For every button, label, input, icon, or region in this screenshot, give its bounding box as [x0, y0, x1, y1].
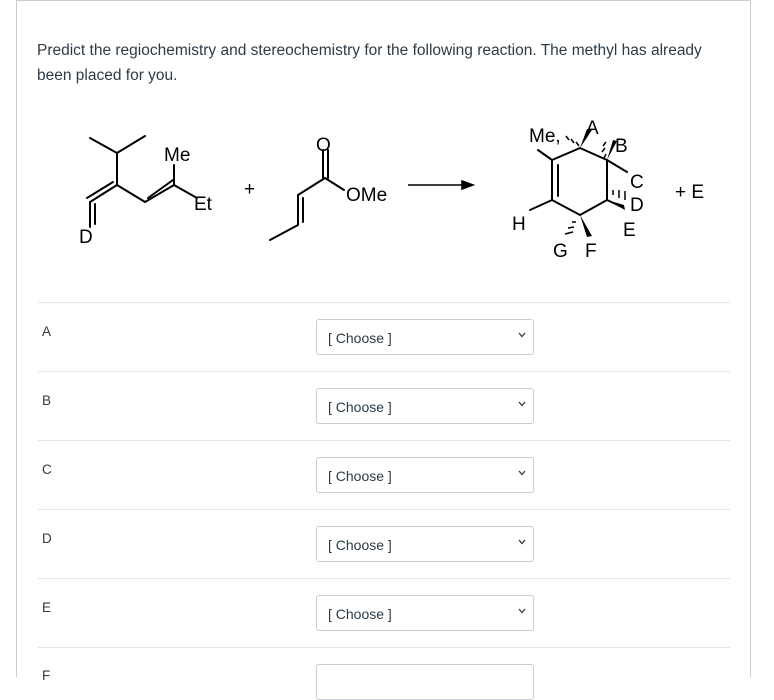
- answer-row-d: [38, 509, 730, 578]
- answer-select-b[interactable]: [316, 388, 534, 424]
- answer-label: A: [42, 324, 52, 339]
- answer-row-a: [38, 302, 730, 371]
- select-value: [ Choose ]: [328, 468, 392, 484]
- answer-label: C: [42, 462, 52, 477]
- dienophile-ome-label: OMe: [346, 185, 388, 206]
- product-me-label: Me,: [529, 126, 561, 147]
- product-e-label: E: [623, 220, 636, 241]
- answer-row-c: [38, 440, 730, 509]
- answer-label: B: [42, 393, 52, 408]
- product-c-label: C: [630, 172, 644, 193]
- chevron-down-icon: [517, 468, 527, 478]
- diene-et-label: Et: [194, 194, 212, 215]
- product-d-label: D: [630, 195, 644, 216]
- chevron-down-icon: [517, 330, 527, 340]
- select-value: [ Choose ]: [328, 537, 392, 553]
- diene-me-label: Me: [164, 145, 191, 166]
- plus-sign: +: [244, 179, 256, 200]
- answer-label: E: [42, 600, 52, 615]
- chevron-down-icon: [517, 537, 527, 547]
- dienophile-o-label: O: [316, 135, 331, 156]
- chevron-down-icon: [517, 606, 527, 616]
- answer-select-f[interactable]: [316, 664, 534, 700]
- select-value: [ Choose ]: [328, 330, 392, 346]
- answer-label: F: [42, 668, 51, 683]
- product-h-label: H: [512, 214, 526, 235]
- select-value: [ Choose ]: [328, 606, 392, 622]
- plus-e-label: + E: [675, 182, 705, 203]
- answer-select-d[interactable]: [316, 526, 534, 562]
- answer-label: D: [42, 531, 52, 546]
- product-b-label: B: [615, 136, 628, 157]
- answer-select-c[interactable]: [316, 457, 534, 493]
- diene-d-label: D: [79, 227, 93, 248]
- chevron-down-icon: [517, 399, 527, 409]
- product-a-label: A: [586, 118, 599, 139]
- answer-row-f: [38, 647, 730, 683]
- answer-select-e[interactable]: [316, 595, 534, 631]
- reaction-scheme: [60, 110, 720, 280]
- question-prompt: Predict the regiochemistry and stereochemistry for the following reaction. The methyl has already been placed for you.: [37, 42, 702, 84]
- select-value: [ Choose ]: [328, 399, 392, 415]
- answer-select-a[interactable]: [316, 319, 534, 355]
- answer-row-e: [38, 578, 730, 647]
- product-f-label: F: [585, 241, 597, 262]
- product-g-label: G: [553, 241, 568, 262]
- answer-row-b: [38, 371, 730, 440]
